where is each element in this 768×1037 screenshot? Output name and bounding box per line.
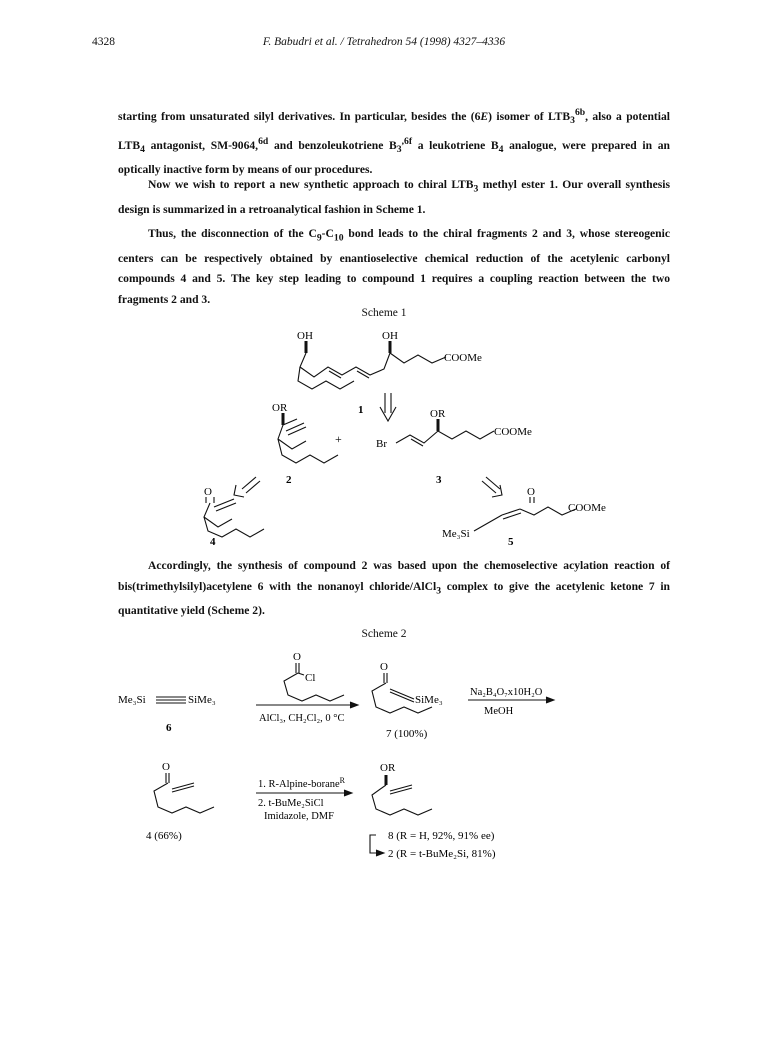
scheme-1-figure (0, 325, 768, 545)
paragraph-1: starting from unsaturated silyl derivatives. In particular, besides the (6E) isomer of $LTB_3^{6b}$, also a potential $LTB_4$ antagonist, SM-9064,$^{6d}$ and benzoleukotriene $B_3^{,6f}$ a leukotriene $B_4$ analogue, were prepared in an optically inactive form by means of our procedures. (118, 107, 670, 177)
sime3-label-7: SiMe₃ (415, 694, 443, 706)
me3si-label-6: Me₃Si (118, 694, 146, 706)
or-label-3: OR (430, 408, 446, 420)
compound-label-6: 6 (166, 722, 172, 734)
compound-label-2-yield: 2 (R = t-BuMe₂Si, 81%) (388, 848, 496, 860)
reagent-borax: Na₂B₄O₇x10H₂O (470, 687, 543, 698)
paragraph-4: Accordingly, the synthesis of compound 2 was based upon the chemoselective acylation reaction of bis(trimethylsilyl)acetylene 6 with the nonanoyl chloride/AlCl$_3$ complex to give the acetylenic ketone 7 in quantitative yield (Scheme 2). (118, 559, 670, 618)
retro-arrow-down (380, 393, 396, 421)
page-number: 4328 (92, 36, 115, 48)
conditions-1: AlCl₃, CH₂Cl₂, 0 °C (259, 713, 345, 724)
br-label: Br (376, 438, 387, 450)
product-bracket (370, 835, 384, 856)
reagent-silyl-chloride: 2. t-BuMe₂SiCl (258, 798, 324, 809)
reagent-alpine-borane: 1. R-Alpine-borane$^R$ (258, 776, 345, 790)
coome-label-5: COOMe (568, 502, 606, 514)
o-label-5: O (527, 486, 535, 498)
compound-7-structure (372, 673, 432, 713)
me3si-label-5: Me₃Si (442, 528, 470, 540)
o-label-4: O (204, 486, 212, 498)
coome-label-1: COOMe (444, 352, 482, 364)
coome-label-3: COOMe (494, 426, 532, 438)
plus-sign: + (335, 432, 342, 446)
scheme-2-caption: Scheme 2 (361, 628, 407, 640)
scheme-1-caption: Scheme 1 (361, 307, 407, 319)
compound-4-structure-row2 (154, 773, 214, 813)
reagent-imidazole: Imidazole, DMF (264, 811, 334, 822)
compound-label-1: 1 (358, 404, 364, 416)
compound-label-5: 5 (508, 536, 514, 545)
retro-arrow-left (234, 477, 260, 497)
o-label-7: O (380, 661, 388, 673)
or-label-8: OR (380, 762, 396, 774)
compound-label-7: 7 (100%) (386, 728, 428, 740)
compound-label-8: 8 (R = H, 92%, 91% ee) (388, 830, 495, 842)
cl-label: Cl (305, 672, 316, 684)
reagent-meoh: MeOH (484, 706, 514, 717)
reaction-arrow-1 (256, 702, 358, 708)
o-label-4-row2: O (162, 761, 170, 773)
paragraph-2: Now we wish to report a new synthetic approach to chiral $LTB_3$ methyl ester 1. Our overall synthesis design is summarized in a retroanalytical fashion in Scheme 1. (118, 178, 671, 216)
compound-label-4-yield: 4 (66%) (146, 830, 182, 842)
compound-label-3: 3 (436, 474, 442, 486)
compound-4-structure (204, 497, 264, 537)
paragraph-3: Thus, the disconnection of the $C_9-C_{10}$ bond leads to the chiral fragments 2 and 3, whose stereogenic centers can be respectively obtained by enantioselective chemical reduction of the acetylenic carbonyl compounds 4 and 5. The key step leading to compound 1 requires a coupling reaction between the two fragments 2 and 3. (118, 227, 670, 306)
o-label-acyl: O (293, 651, 301, 663)
compound-1-structure (298, 341, 446, 389)
compound-label-2: 2 (286, 474, 292, 486)
compound-3-structure (396, 419, 494, 446)
running-head: F. Babudri et al. / Tetrahedron 54 (1998) 4327–4336 (262, 36, 506, 48)
compound-label-4: 4 (210, 536, 216, 545)
compound-2-structure (278, 413, 338, 463)
sime3-label-6: SiMe₃ (188, 694, 216, 706)
scheme-2-figure (0, 645, 768, 885)
oh-label-left: OH (297, 330, 313, 342)
reaction-arrow-3 (256, 790, 352, 796)
or-label-2: OR (272, 402, 288, 414)
oh-label-right: OH (382, 330, 398, 342)
compound-5-structure (474, 497, 576, 531)
retro-arrow-right (482, 477, 502, 497)
compound-8-structure (372, 775, 432, 815)
